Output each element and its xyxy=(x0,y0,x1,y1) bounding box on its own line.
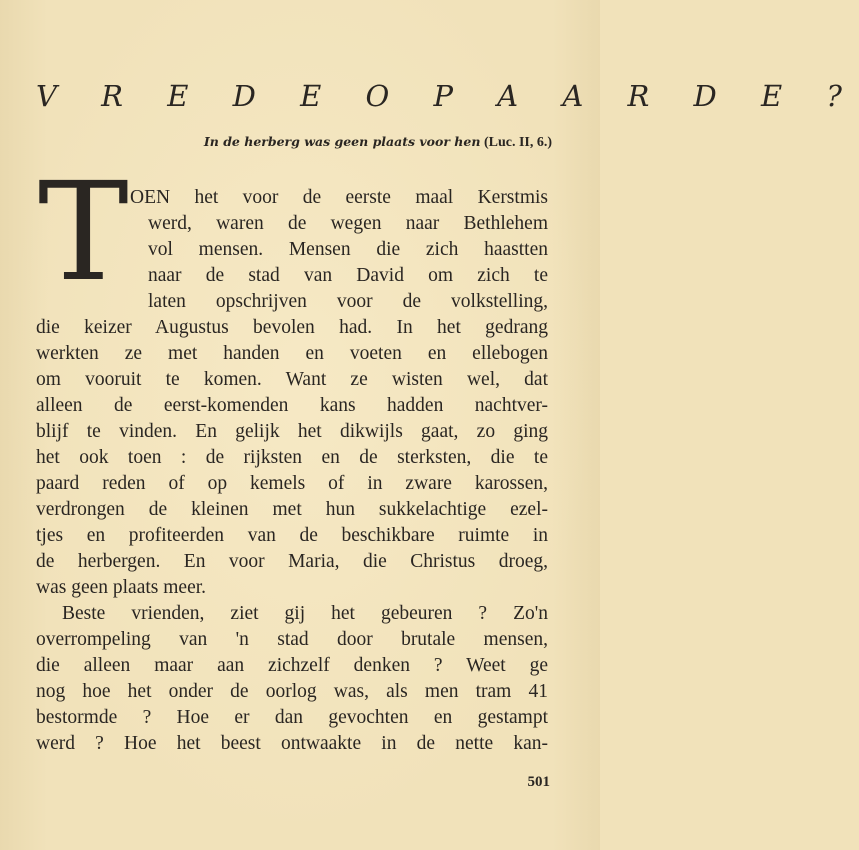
text-line: blijf te vinden. En gelijk het dikwijls gaat, zo ging xyxy=(36,421,548,442)
text-line: bestormde ? Hoe er dan gevochten en gestampt xyxy=(36,707,548,728)
text-line: werd, waren de wegen naar Bethlehem xyxy=(148,213,548,234)
text-line: het ook toen : de rijksten en de sterksten, die te xyxy=(36,447,548,468)
text-line: was geen plaats meer. xyxy=(36,577,207,598)
epigraph-quote: In de herberg was geen plaats voor hen xyxy=(203,134,481,149)
text-line: vol mensen. Mensen die zich haastten xyxy=(148,239,548,260)
text-line: tjes en profiteerden van de beschikbare ruimte in xyxy=(36,525,548,546)
chapter-title: V R E D E O P A A R D E ? xyxy=(36,79,859,113)
text-line: werkten ze met handen en voeten en ellebogen xyxy=(36,343,548,364)
text-line: naar de stad van David om zich te xyxy=(148,265,548,286)
text-line: die keizer Augustus bevolen had. In het gedrang xyxy=(36,317,548,338)
text-line: de herbergen. En voor Maria, die Christus droeg, xyxy=(36,551,548,572)
text-line: om vooruit te komen. Want ze wisten wel, dat xyxy=(36,369,548,390)
text-line: OEN het voor de eerste maal Kerstmis xyxy=(130,187,548,208)
text-line: alleen de eerst-komenden kans hadden nachtver- xyxy=(36,395,548,416)
text-line: werd ? Hoe het beest ontwaakte in de nette kan- xyxy=(36,733,548,754)
text-line: paard reden of op kemels of in zware karossen, xyxy=(36,473,548,494)
text-line: laten opschrijven voor de volkstelling, xyxy=(148,291,548,312)
text-line: Beste vrienden, ziet gij het gebeuren ? Zo'n xyxy=(62,603,548,624)
text-line: verdrongen de kleinen met hun sukkelachtige ezel- xyxy=(36,499,548,520)
epigraph-reference: (Luc. II, 6.) xyxy=(483,135,552,150)
text-line: nog hoe het onder de oorlog was, als men tram 41 xyxy=(36,681,548,702)
page-number: 501 xyxy=(527,774,550,790)
drop-cap: T xyxy=(38,154,129,312)
text-line: die alleen maar aan zichzelf denken ? Weet ge xyxy=(36,655,548,676)
text-line: overrompeling van 'n stad door brutale mensen, xyxy=(36,629,548,650)
